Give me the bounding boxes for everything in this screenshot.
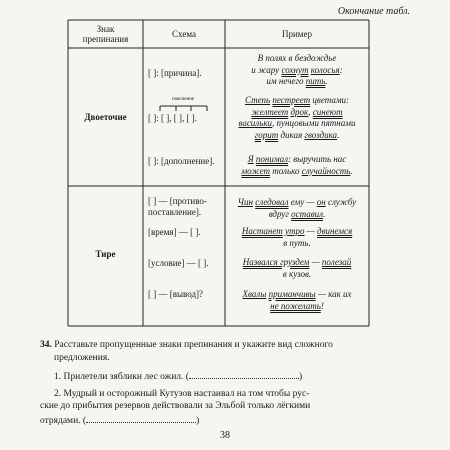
schema-conclusion: [ ] — [вывод]? bbox=[148, 289, 204, 299]
example-colon-3: Я понимал: выручить нас может только случайность. bbox=[241, 154, 353, 176]
textbook-page: Окончание табл. Знак препинания Схема Пример Двоеточие [ ]: [причина]. пояснение [ ]: [ ], [ ], [ ]. [ ]: [дополнение]. В полях в бездождье и жару сохнут колосья: им нечего пить. Степь пестреет цветами: желтеет дрок, синеют васильки, пунцовыми пятнами горит дикая гвоздика. Я понимал: выручить нас может только случайность. Тире [ ] — [противо- поставление]. [время] — [ ]. [условие] — [ ]. [ ] — [вывод]? Чин следовал ему — он службу вдруг оставил. Настанет утро — двинемся в путь. Назвался груздем — полезай в кузов. Хвалы приманчивы — как их не пожелать! 34. Расставьте пропущенные знаки препинания и укажите вид сложного предложения. 1. Прилетели зяблики лес ожил. ( ) 2. Мудрый и осторожный Кутузов настаивал на том чтобы рус- ские до прибытия резервов действовали за Эльбой только лёгкими отрядами. ( ) 38 bbox=[0, 0, 450, 450]
answer-blank-2[interactable] bbox=[86, 413, 196, 423]
example-colon-1: В полях в бездождье и жару сохнут колосья: им нечего пить. bbox=[251, 53, 343, 86]
task-instruction-2: предложения. bbox=[54, 352, 110, 363]
schema-condition: [условие] — [ ]. bbox=[148, 258, 209, 268]
example-colon-2: Степь пестреет цветами: желтеет дрок, синеют васильки, пунцовыми пятнами горит дикая гвоздика. bbox=[238, 95, 356, 140]
schema-enumeration: [ ]: [ ], [ ], [ ]. bbox=[148, 113, 197, 123]
page-number: 38 bbox=[220, 430, 230, 441]
example-dash-4: Хвалы приманчивы — как их не пожелать! bbox=[242, 289, 352, 311]
task-item-2-line-2: ские до прибытия резервов действовали за Эльбой только лёгкими bbox=[40, 401, 311, 411]
task-item-1: 1. Прилетели зяблики лес ожил. ( ) bbox=[40, 369, 420, 384]
task-item-2-line-3: отрядами. ( ) bbox=[40, 413, 420, 428]
header-schema: Схема bbox=[172, 29, 196, 39]
task-item-2-line-1: 2. Мудрый и осторожный Кутузов настаивал на том чтобы рус- bbox=[54, 388, 310, 399]
task-34 bbox=[40, 339, 420, 427]
schema-contrast-1: [ ] — [противо- bbox=[148, 196, 207, 206]
task-instruction-1: Расставьте пропущенные знаки препинания и укажите вид сложного bbox=[54, 340, 333, 350]
continuation-note: Окончание табл. bbox=[337, 6, 410, 17]
sign-dash: Тире bbox=[95, 249, 116, 259]
task-number: 34. bbox=[40, 340, 52, 350]
example-dash-2: Настанет утро — двинемся в путь. bbox=[241, 226, 353, 248]
example-dash-1: Чин следовал ему — он службу вдруг оставил. bbox=[237, 197, 357, 219]
schema-cause: [ ]: [причина]. bbox=[148, 68, 202, 78]
schema-time: [время] — [ ]. bbox=[148, 227, 201, 237]
answer-blank-1[interactable] bbox=[189, 369, 299, 379]
example-dash-3: Назвался груздем — полезай в кузов. bbox=[242, 257, 352, 279]
header-example: Пример bbox=[281, 29, 312, 39]
schema-complement: [ ]: [дополнение]. bbox=[148, 156, 215, 166]
header-sign: Знак препинания bbox=[82, 24, 129, 44]
sign-colon: Двоеточие bbox=[84, 112, 127, 122]
schema-contrast-2: поставление]. bbox=[148, 207, 202, 217]
